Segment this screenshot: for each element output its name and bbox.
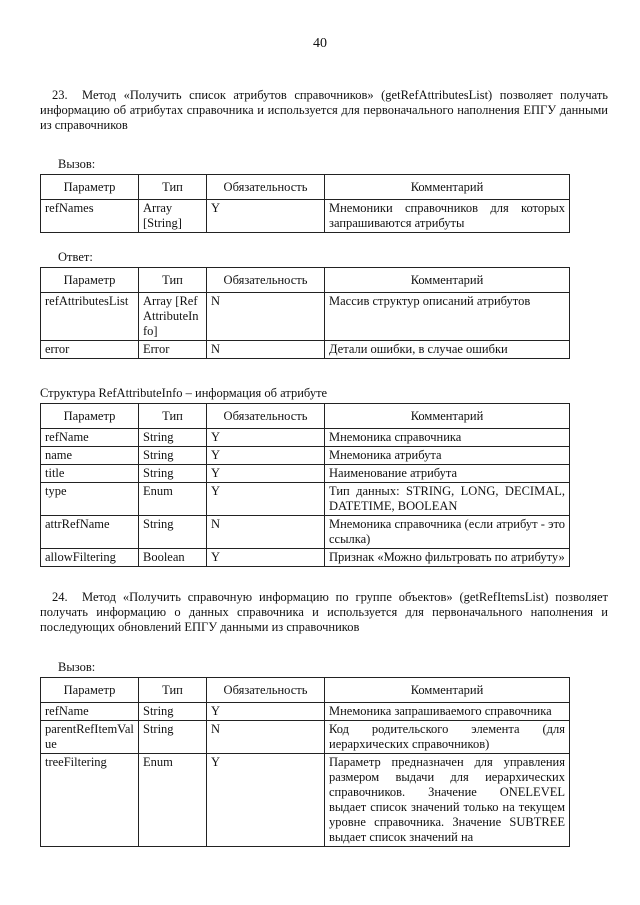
table-cell: Мнемоника справочника (если атрибут - это ссылка)	[325, 516, 570, 549]
table-cell: Array [String]	[139, 200, 207, 233]
table-row	[41, 703, 570, 721]
table-row	[41, 293, 570, 341]
table-cell: String	[139, 721, 207, 754]
table-cell: allowFiltering	[41, 549, 139, 567]
section-24-text: Метод «Получить справочную информацию по группе объектов» (getRefItemsList) позволяет получать информацию о данных справочника и используется для первоначального наполнения и последующих обновлений ЕПГУ данными из справочников	[40, 590, 608, 634]
table-cell: Y	[207, 465, 325, 483]
section-23-call-label: Вызов:	[58, 157, 96, 171]
table-cell: refAttributesList	[41, 293, 139, 341]
table-cell: Enum	[139, 483, 207, 516]
table-header: Обязательность	[207, 175, 325, 200]
section-23-text: Метод «Получить список атрибутов справочников» (getRefAttributesList) позволяет получать информацию об атрибутах справочника и используется для первоначального наполнения ЕПГУ данными из справочников	[40, 88, 608, 132]
table-cell: name	[41, 447, 139, 465]
table-row	[41, 516, 570, 549]
table-cell: refName	[41, 703, 139, 721]
table-cell: Мнемоника атрибута	[325, 447, 570, 465]
section-23-answer-table	[40, 267, 570, 359]
table-cell: Enum	[139, 754, 207, 847]
table-cell: Boolean	[139, 549, 207, 567]
table-cell: Y	[207, 549, 325, 567]
table-header: Комментарий	[325, 175, 570, 200]
table-row	[41, 754, 570, 847]
table-row	[41, 549, 570, 567]
table-cell: title	[41, 465, 139, 483]
table-cell: String	[139, 429, 207, 447]
table-cell: Y	[207, 754, 325, 847]
table-header: Тип	[139, 404, 207, 429]
table-cell: refNames	[41, 200, 139, 233]
table-cell: Код родительского элемента (для иерархических справочников)	[325, 721, 570, 754]
table-cell: String	[139, 516, 207, 549]
table-header: Параметр	[41, 404, 139, 429]
table-cell: Наименование атрибута	[325, 465, 570, 483]
table-cell: type	[41, 483, 139, 516]
table-cell: parentRefItemValue	[41, 721, 139, 754]
table-header: Параметр	[41, 268, 139, 293]
section-24-call-table	[40, 677, 570, 847]
table-cell: Массив структур описаний атрибутов	[325, 293, 570, 341]
table-cell: Параметр предназначен для управления размером выдачи для иерархических справочников. Значение ONELEVEL выдает список значений только на текущем уровне справочника. Значение SUBTREE выдает список значений на	[325, 754, 570, 847]
table-row	[41, 341, 570, 359]
table-row	[41, 200, 570, 233]
table-cell: Признак «Можно фильтровать по атрибуту»	[325, 549, 570, 567]
table-header: Комментарий	[325, 268, 570, 293]
section-24-number: 24.	[52, 590, 68, 604]
table-row	[41, 465, 570, 483]
table-row	[41, 429, 570, 447]
table-cell: Мнемоника запрашиваемого справочника	[325, 703, 570, 721]
table-header: Параметр	[41, 678, 139, 703]
section-23-answer-label: Ответ:	[58, 250, 93, 264]
table-cell: Детали ошибки, в случае ошибки	[325, 341, 570, 359]
table-row	[41, 447, 570, 465]
table-cell: String	[139, 703, 207, 721]
section-24-call-label: Вызов:	[58, 660, 96, 674]
section-23-struct-table	[40, 403, 570, 567]
table-header: Обязательность	[207, 678, 325, 703]
section-23-number: 23.	[52, 88, 68, 102]
section-24-paragraph	[40, 590, 608, 635]
table-header: Обязательность	[207, 268, 325, 293]
section-23-call-table	[40, 174, 570, 233]
table-cell: treeFiltering	[41, 754, 139, 847]
page-number: 40	[313, 36, 327, 51]
table-cell: N	[207, 293, 325, 341]
table-cell: Y	[207, 703, 325, 721]
table-cell: Тип данных: STRING, LONG, DECIMAL, DATETIME, BOOLEAN	[325, 483, 570, 516]
table-cell: Мнемоники справочников для которых запрашиваются атрибуты	[325, 200, 570, 233]
table-header: Обязательность	[207, 404, 325, 429]
section-23-struct-label: Структура RefAttributeInfo – информация об атрибуте	[40, 386, 328, 400]
table-cell: String	[139, 447, 207, 465]
table-row	[41, 721, 570, 754]
table-header: Тип	[139, 175, 207, 200]
table-cell: N	[207, 516, 325, 549]
table-cell: Array [RefAttributeInfo]	[139, 293, 207, 341]
table-header: Тип	[139, 268, 207, 293]
table-cell: Y	[207, 483, 325, 516]
table-cell: N	[207, 341, 325, 359]
table-header: Параметр	[41, 175, 139, 200]
table-header: Комментарий	[325, 404, 570, 429]
table-cell: Y	[207, 429, 325, 447]
table-cell: Error	[139, 341, 207, 359]
table-cell: Y	[207, 200, 325, 233]
table-cell: refName	[41, 429, 139, 447]
table-cell: error	[41, 341, 139, 359]
table-row	[41, 483, 570, 516]
table-cell: N	[207, 721, 325, 754]
table-cell: Y	[207, 447, 325, 465]
section-23-paragraph	[40, 88, 608, 133]
table-header: Комментарий	[325, 678, 570, 703]
table-cell: String	[139, 465, 207, 483]
table-cell: Мнемоника справочника	[325, 429, 570, 447]
table-header: Тип	[139, 678, 207, 703]
table-cell: attrRefName	[41, 516, 139, 549]
